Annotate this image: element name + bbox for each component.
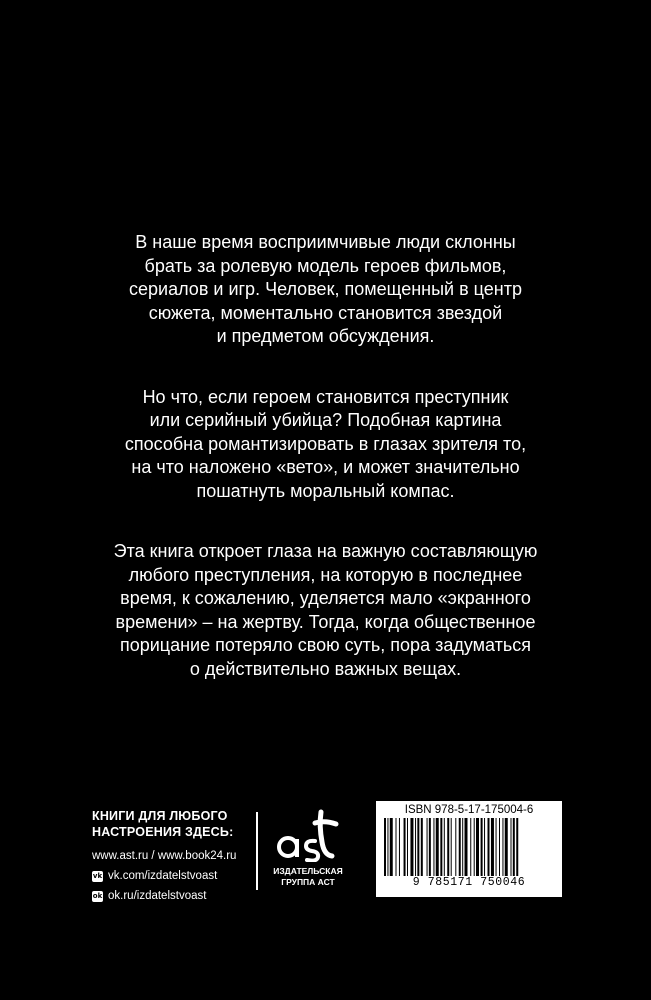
barcode-bar bbox=[499, 818, 500, 876]
publisher-block bbox=[268, 808, 348, 888]
text-line: брать за ролевую модель героев фильмов, bbox=[144, 255, 507, 276]
barcode-bar bbox=[384, 818, 386, 876]
text-line: Эта книга откроет глаза на важную составляющую bbox=[113, 541, 538, 561]
barcode-bar bbox=[505, 818, 508, 876]
barcode-bar bbox=[502, 818, 503, 876]
publisher-caption-line: ГРУППА АСТ bbox=[281, 877, 335, 887]
ast-logo bbox=[275, 808, 341, 862]
text-line: порицание потеряло свою суть, пора задуматься bbox=[119, 635, 532, 655]
barcode-bar bbox=[436, 818, 439, 876]
barcode-bar bbox=[396, 818, 397, 876]
promo-heading-line: НАСТРОЕНИЯ ЗДЕСЬ: bbox=[92, 825, 234, 839]
barcode-digits: 9 785171 750046 bbox=[412, 876, 526, 889]
vk-link[interactable] bbox=[92, 869, 236, 883]
barcode-bar bbox=[390, 818, 393, 876]
vk-url: vk.com/izdatelstvoast bbox=[108, 870, 218, 882]
text-line: сюжета, моментально становится звездой bbox=[148, 302, 503, 323]
text-line: времени» – на жертву. Тогда, когда общественное bbox=[115, 611, 536, 632]
text-line: В наше время восприимчивые люди склонны bbox=[135, 232, 516, 252]
barcode-bar bbox=[417, 818, 419, 876]
paragraph-2 bbox=[60, 386, 591, 504]
barcode-bar bbox=[484, 818, 485, 876]
barcode-bar bbox=[459, 818, 461, 876]
text-line: и предметом обсуждения. bbox=[216, 326, 435, 346]
barcode-bar bbox=[399, 818, 400, 876]
paragraph-1 bbox=[60, 231, 591, 349]
barcode-bar bbox=[481, 818, 483, 876]
paragraph-3 bbox=[60, 540, 591, 681]
annotation-text bbox=[60, 231, 591, 718]
publisher-caption bbox=[268, 866, 348, 888]
text-line: способна романтизировать в глазах зрителя то, bbox=[124, 433, 527, 454]
barcode-bar bbox=[421, 818, 423, 876]
promo-heading-line: КНИГИ ДЛЯ ЛЮБОГО bbox=[92, 809, 228, 823]
barcode-bar bbox=[404, 818, 406, 876]
barcode-bar bbox=[488, 818, 490, 876]
barcode-bar bbox=[447, 818, 449, 876]
barcode-bar bbox=[440, 818, 442, 876]
divider bbox=[256, 812, 258, 890]
barcode-bar bbox=[476, 818, 479, 876]
barcode-bar bbox=[407, 818, 408, 876]
barcode-bar bbox=[511, 818, 512, 876]
text-line: пошатнуть моральный компас. bbox=[196, 480, 455, 501]
barcode-bar bbox=[465, 818, 468, 876]
barcode-bar bbox=[462, 818, 463, 876]
barcode-bar bbox=[496, 818, 497, 876]
publisher-caption-line: ИЗДАТЕЛЬСКАЯ bbox=[273, 866, 343, 876]
text-line: время, к сожалению, уделяется мало «экранного bbox=[120, 588, 531, 608]
barcode-bar bbox=[470, 818, 471, 876]
text-line: сериалов и игр. Человек, помещенный в центр bbox=[129, 279, 522, 299]
promo-heading bbox=[92, 808, 236, 840]
isbn-barcode bbox=[376, 801, 562, 897]
barcode-bar bbox=[410, 818, 413, 876]
barcode-bar bbox=[429, 818, 431, 876]
barcode-bar bbox=[491, 818, 494, 876]
barcode-bars bbox=[382, 818, 556, 876]
vk-icon: vk bbox=[92, 872, 103, 880]
text-line: на что наложено «вето», и может значительно bbox=[131, 457, 520, 477]
barcode-bar bbox=[516, 818, 518, 876]
text-line: или серийный убийца? Подобная картина bbox=[149, 410, 502, 430]
isbn-number: ISBN 978-5-17-175004-6 bbox=[404, 804, 534, 816]
ok-link[interactable] bbox=[92, 889, 236, 903]
barcode-bar bbox=[455, 818, 456, 876]
text-line: Но что, если героем становится преступник bbox=[142, 386, 509, 407]
barcode-bar bbox=[451, 818, 452, 876]
barcode-bar bbox=[387, 818, 388, 876]
barcode-bar bbox=[444, 818, 445, 876]
promo-block bbox=[92, 808, 236, 903]
ok-url: ok.ru/izdatelstvoast bbox=[108, 890, 207, 902]
barcode-bar bbox=[415, 818, 416, 876]
websites-link[interactable]: www.ast.ru / www.book24.ru bbox=[92, 850, 237, 862]
barcode-bar bbox=[474, 818, 475, 876]
text-line: любого преступления, на которую в последнее bbox=[128, 564, 523, 585]
barcode-bar bbox=[513, 818, 515, 876]
barcode-bar bbox=[427, 818, 428, 876]
text-line: о действительно важных вещах. bbox=[189, 658, 462, 679]
ok-icon: ok bbox=[92, 892, 103, 900]
barcode-bar bbox=[433, 818, 434, 876]
